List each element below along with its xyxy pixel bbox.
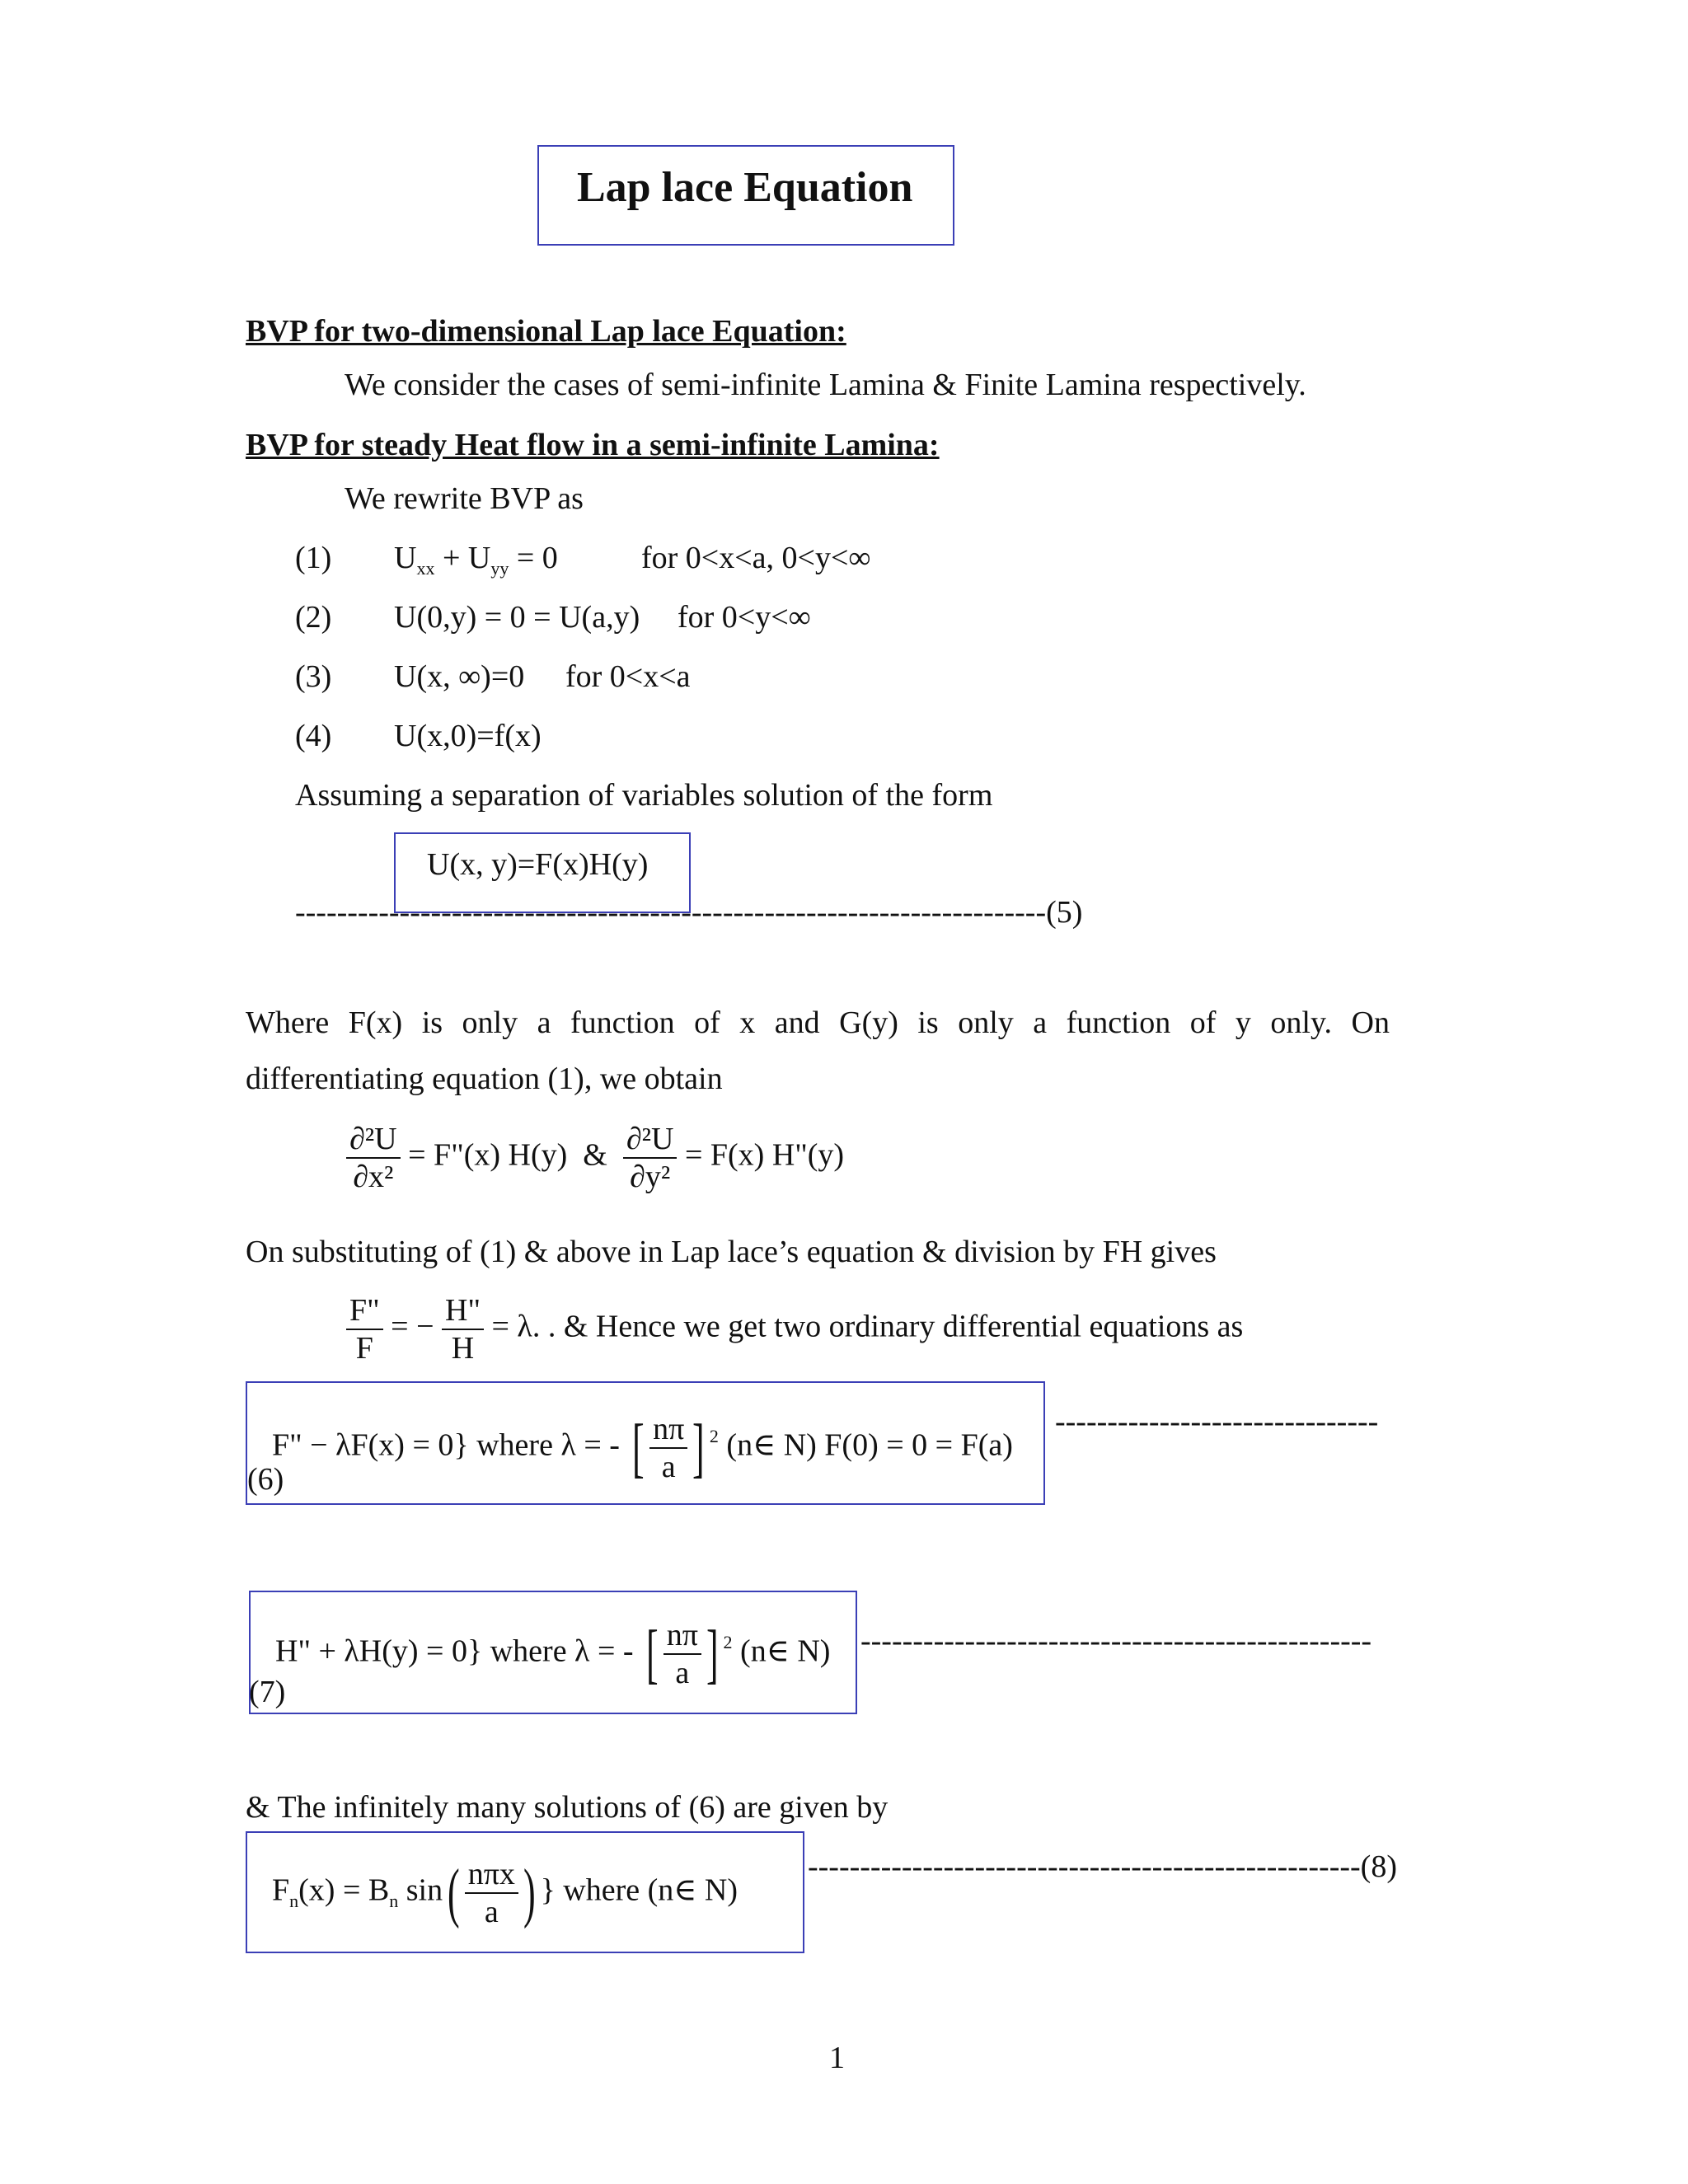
rhs-hy: = F(x) H"(y)	[684, 1137, 845, 1173]
eq1-expression	[394, 541, 558, 579]
paragraph-cases: We consider the cases of semi-infinite Lamina & Finite Lamina respectively.	[345, 368, 1306, 402]
eq1-condition: for 0<x<a, 0<y<∞	[641, 541, 871, 575]
eq6-numerator: nπ	[653, 1412, 685, 1446]
h-denominator: H	[442, 1329, 484, 1366]
eq1-sub-yy: yy	[490, 558, 509, 579]
paragraph-substituting: On substituting of (1) & above in Lap lace’s equation & division by FH gives	[246, 1235, 1217, 1269]
eq6-rhs: (n∈ N) F(0) = 0 = F(a)	[726, 1427, 1013, 1463]
eq7-denominator: a	[663, 1653, 701, 1691]
eq3-expression: U(x, ∞)=0	[394, 659, 525, 694]
heading-bvp-2d: BVP for two-dimensional Lap lace Equation:	[246, 314, 846, 349]
dy2-denominator: ∂y²	[623, 1157, 678, 1195]
eq6-fraction	[649, 1411, 687, 1485]
eq6-right-bracket: ]	[692, 1412, 705, 1484]
eq7-exponent: 2	[723, 1631, 733, 1652]
eq8-f: F	[272, 1872, 290, 1908]
eq1-number: (1)	[295, 541, 332, 575]
ratio-equation	[346, 1292, 1243, 1366]
eq2-number: (2)	[295, 600, 332, 635]
eq8-tail: } where (n∈ N)	[540, 1872, 738, 1908]
eq3-condition: for 0<x<a	[565, 659, 691, 694]
eq8-left-paren: (	[448, 1857, 460, 1929]
eq7-dashes: -------------------------------------------------	[860, 1624, 1372, 1658]
eq1-sub-xx: xx	[416, 558, 435, 579]
eq7-fraction	[663, 1617, 701, 1691]
eq6-lhs: F" − λF(x) = 0} where λ = -	[272, 1427, 620, 1463]
eq4-expression: U(x,0)=f(x)	[394, 719, 542, 753]
ampersand: &	[583, 1137, 607, 1173]
paragraph-rewrite: We rewrite BVP as	[345, 481, 584, 516]
eq6-dashes: -------------------------------	[1055, 1404, 1379, 1439]
eq8-fraction	[465, 1856, 518, 1930]
page-number: 1	[829, 2041, 845, 2075]
eq7-expression	[275, 1617, 830, 1691]
eq8-sin: sin	[398, 1872, 443, 1908]
eq3-number: (3)	[295, 659, 332, 694]
h-ratio-fraction	[442, 1292, 484, 1366]
eq7-numerator: nπ	[666, 1618, 698, 1652]
ratio-tail-text: = λ. . & Hence we get two ordinary differential equations as	[491, 1309, 1244, 1344]
eq7-right-bracket: ]	[706, 1618, 719, 1690]
eq8-b-subscript: n	[389, 1890, 399, 1911]
eq8-bn: (x) = B	[298, 1872, 390, 1908]
f-double-prime: F"	[349, 1293, 380, 1328]
eq6-denominator: a	[649, 1447, 687, 1485]
derivative-equations	[346, 1121, 844, 1195]
d2u-numerator-x: ∂²U	[349, 1122, 397, 1156]
rhs-fx: = F"(x) H(y)	[408, 1137, 568, 1173]
paragraph-differentiating: differentiating equation (1), we obtain	[246, 1062, 723, 1096]
eq8-right-paren: )	[523, 1857, 536, 1929]
f-denominator: F	[346, 1329, 383, 1366]
page-title: Lap lace Equation	[577, 164, 913, 211]
equals-minus: = −	[391, 1309, 434, 1344]
eq5-expression: U(x, y)=F(x)H(y)	[427, 847, 649, 882]
dx2-denominator: ∂x²	[346, 1157, 401, 1195]
eq8-f-subscript: n	[289, 1890, 299, 1911]
paragraph-assuming: Assuming a separation of variables solution of the form	[295, 778, 993, 813]
eq5-dashes-label: ------------------------------------------------------------------------(5)	[295, 895, 1083, 930]
eq8-dashes-label: -----------------------------------------------------(8)	[808, 1849, 1397, 1884]
eq6-expression	[272, 1411, 1013, 1485]
eq1-plus: + U	[434, 541, 491, 575]
eq6-exponent: 2	[709, 1425, 719, 1446]
eq2-expression: U(0,y) = 0 = U(a,y)	[394, 600, 640, 635]
eq7-rhs: (n∈ N)	[740, 1633, 831, 1669]
eq6-left-bracket: [	[632, 1412, 645, 1484]
d2u-dy2-fraction	[623, 1121, 678, 1195]
eq7-left-bracket: [	[646, 1618, 659, 1690]
eq8-numerator: nπx	[467, 1857, 515, 1891]
eq7-lhs: H" + λH(y) = 0} where λ = -	[275, 1633, 634, 1669]
d2u-numerator-y: ∂²U	[626, 1122, 674, 1156]
heading-bvp-heat: BVP for steady Heat flow in a semi-infinite Lamina:	[246, 428, 940, 462]
eq6-label: (6)	[247, 1462, 284, 1497]
eq2-condition: for 0<y<∞	[678, 600, 811, 635]
d2u-dx2-fraction	[346, 1121, 401, 1195]
eq1-rest: = 0	[509, 541, 558, 575]
eq7-label: (7)	[249, 1675, 286, 1709]
f-ratio-fraction	[346, 1292, 383, 1366]
paragraph-infinitely-many: & The infinitely many solutions of (6) are given by	[246, 1790, 889, 1825]
eq8-expression	[272, 1856, 738, 1930]
paragraph-where: Where F(x) is only a function of x and G(y) is only a function of y only. On	[246, 1005, 1390, 1040]
eq4-number: (4)	[295, 719, 332, 753]
eq8-denominator: a	[465, 1892, 518, 1930]
eq1-u: U	[394, 541, 417, 575]
h-double-prime: H"	[445, 1293, 481, 1328]
